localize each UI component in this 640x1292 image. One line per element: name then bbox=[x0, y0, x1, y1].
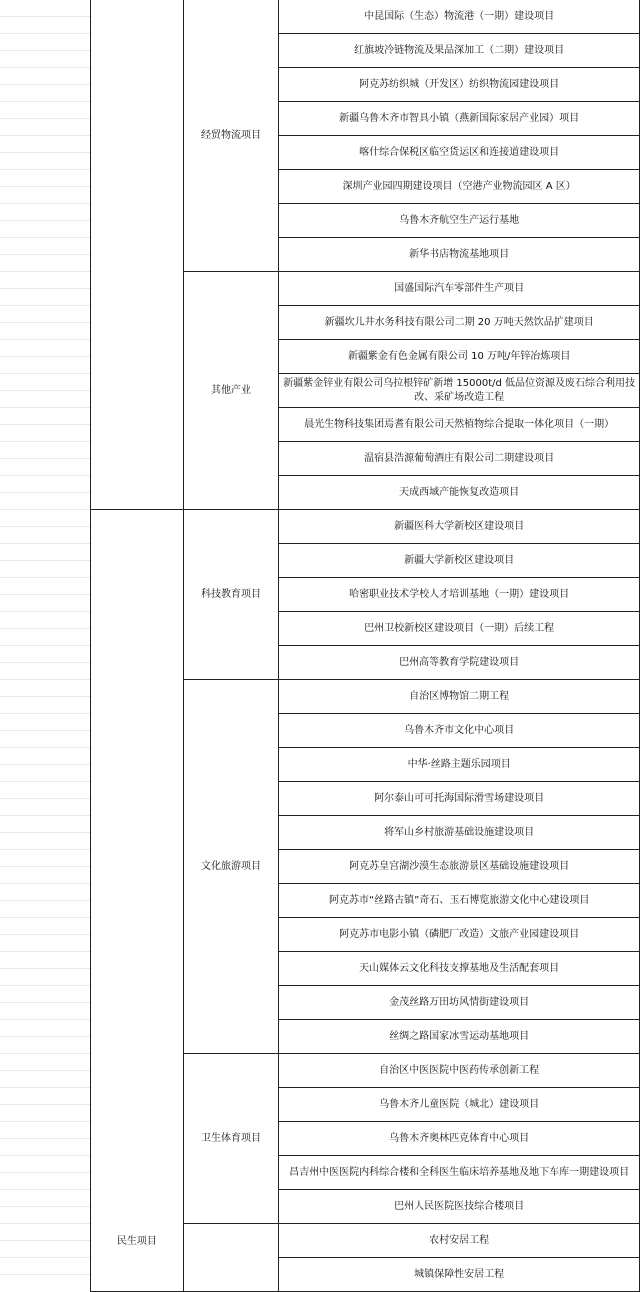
project-cell: 昌吉州中医医院内科综合楼和全科医生临床培养基地及地下车库一期建设项目 bbox=[279, 1156, 640, 1190]
project-cell: 喀什综合保税区临空货运区和连接道建设项目 bbox=[279, 136, 640, 170]
project-cell: 温宿县浩源葡萄酒庄有限公司二期建设项目 bbox=[279, 442, 640, 476]
project-cell: 新疆紫金有色金属有限公司 10 万吨/年锌冶炼项目 bbox=[279, 340, 640, 374]
project-cell: 新疆大学新校区建设项目 bbox=[279, 544, 640, 578]
project-cell: 乌鲁木齐航空生产运行基地 bbox=[279, 204, 640, 238]
project-cell: 将军山乡村旅游基础设施建设项目 bbox=[279, 816, 640, 850]
subcategory-cell: 其他产业 bbox=[183, 272, 279, 510]
project-cell: 阿克苏纺织城（开发区）纺织物流园建设项目 bbox=[279, 68, 640, 102]
project-cell: 阿克苏市“丝路古镇”奇石、玉石博览旅游文化中心建设项目 bbox=[279, 884, 640, 918]
table-row bbox=[91, 0, 640, 34]
project-cell: 乌鲁木齐儿童医院（城北）建设项目 bbox=[279, 1088, 640, 1122]
project-cell: 哈密职业技术学校人才培训基地（一期）建设项目 bbox=[279, 578, 640, 612]
project-cell: 巴州卫校新校区建设项目（一期）后续工程 bbox=[279, 612, 640, 646]
project-cell: 巴州高等教育学院建设项目 bbox=[279, 646, 640, 680]
project-cell: 自治区博物馆二期工程 bbox=[279, 680, 640, 714]
project-cell: 新疆紫金锌业有限公司乌拉根锌矿新增 15000t/d 低品位资源及废石综合利用技改、采矿场改造工程 bbox=[279, 374, 640, 408]
project-cell: 红旗坡冷链物流及果品深加工（二期）建设项目 bbox=[279, 34, 640, 68]
project-cell: 新疆医科大学新校区建设项目 bbox=[279, 510, 640, 544]
project-cell: 新疆坎儿井水务科技有限公司二期 20 万吨天然饮品扩建项目 bbox=[279, 306, 640, 340]
project-cell: 自治区中医医院中医药传承创新工程 bbox=[279, 1054, 640, 1088]
project-cell: 新华书店物流基地项目 bbox=[279, 238, 640, 272]
project-cell: 晨光生物科技集团焉耆有限公司天然植物综合提取一体化项目（一期） bbox=[279, 408, 640, 442]
project-cell: 农村安居工程 bbox=[279, 1224, 640, 1258]
project-cell: 深圳产业园四期建设项目（空港产业物流园区 A 区） bbox=[279, 170, 640, 204]
project-cell: 阿克苏皇宫湖沙漠生态旅游景区基础设施建设项目 bbox=[279, 850, 640, 884]
project-cell: 阿尔泰山可可托海国际滑雪场建设项目 bbox=[279, 782, 640, 816]
subcategory-cell: 文化旅游项目 bbox=[183, 680, 279, 1054]
project-cell: 乌鲁木齐市文化中心项目 bbox=[279, 714, 640, 748]
project-cell: 天山媒体云文化科技支撑基地及生活配套项目 bbox=[279, 952, 640, 986]
table-row bbox=[91, 510, 640, 544]
project-cell: 乌鲁木齐奥林匹克体育中心项目 bbox=[279, 1122, 640, 1156]
project-cell: 城镇保障性安居工程 bbox=[279, 1258, 640, 1292]
project-cell: 中华·丝路主题乐园项目 bbox=[279, 748, 640, 782]
category-cell: 民生项目 bbox=[91, 510, 184, 1292]
project-cell: 国盛国际汽车零部件生产项目 bbox=[279, 272, 640, 306]
project-cell: 金茂丝路万田坊风情街建设项目 bbox=[279, 986, 640, 1020]
project-table bbox=[90, 0, 640, 1292]
empty-columns-grid bbox=[0, 0, 90, 1286]
subcategory-cell: 卫生体育项目 bbox=[183, 1054, 279, 1224]
project-cell: 天成西域产能恢复改造项目 bbox=[279, 476, 640, 510]
subcategory-cell: 经贸物流项目 bbox=[183, 0, 279, 272]
project-cell: 新疆乌鲁木齐市智具小镇（燕新国际家居产业园）项目 bbox=[279, 102, 640, 136]
category-cell bbox=[91, 0, 184, 510]
subcategory-cell bbox=[183, 1224, 279, 1292]
project-cell: 阿克苏市电影小镇（磷肥厂改造）文旅产业园建设项目 bbox=[279, 918, 640, 952]
project-cell: 中昆国际（生态）物流港（一期）建设项目 bbox=[279, 0, 640, 34]
subcategory-cell: 科技教育项目 bbox=[183, 510, 279, 680]
project-cell: 巴州人民医院医技综合楼项目 bbox=[279, 1190, 640, 1224]
project-cell: 丝绸之路国家冰雪运动基地项目 bbox=[279, 1020, 640, 1054]
